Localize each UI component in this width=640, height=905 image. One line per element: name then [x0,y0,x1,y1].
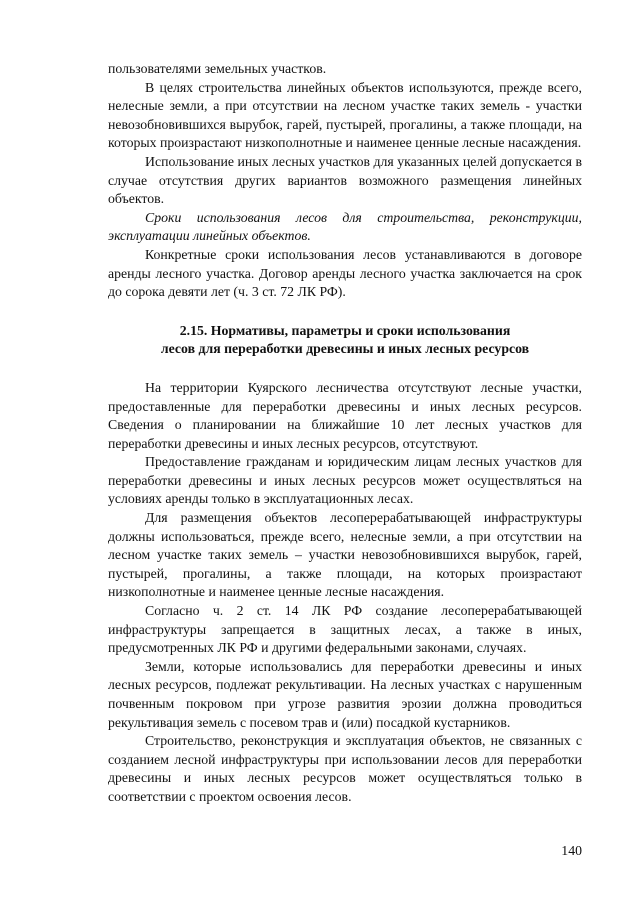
paragraph: Для размещения объектов лесоперерабатывающей инфраструктуры должны использоваться, прежде всего, нелесные земли, а при отсутствии на лесном участке таких земель – участки невозобновившихся вырубок, гарей, пустырей, прогалины, а также площади, на которых произрастают низкополнотные и наименее ценные лесные насаждения. [108,510,582,600]
page-number: 140 [561,843,582,858]
paragraph: Земли, которые использовались для переработки древесины и иных лесных ресурсов, подлежат рекультивации. На лесных участках с нарушенным почвенным покровом при угрозе развития эрозии должна проводиться рекультивация земель с посевом трав и (или) посадкой кустарников. [108,658,582,730]
paragraph: В целях строительства линейных объектов используются, прежде всего, нелесные земли, а при отсутствии на лесном участке таких земель - участки невозобновившихся вырубок, гарей, пустырей, прогалины, а также площади, на которых произрастают низкополнотные и наименее ценные лесные насаждения. [108,79,582,151]
italic-subheading: Сроки использования лесов для строительства, реконструкции, эксплуатации линейных объектов. [108,209,582,244]
paragraph: Строительство, реконструкция и эксплуатация объектов, не связанных с созданием лесной инфраструктуры при использовании лесов для переработки древесины и иных лесных ресурсов может осуществляться только в соответствии с проектом освоения лесов. [108,733,582,804]
paragraph: Конкретные сроки использования лесов устанавливаются в договоре аренды лесного участка. Договор аренды лесного участка заключается на срок до сорока девяти лет (ч. 3 ст. 72 ЛК РФ). [108,246,582,300]
paragraph: На территории Куярского лесничества отсутствуют лесные участки, предоставленные для переработки древесины и иных лесных ресурсов. Сведения о планировании на ближайшие 10 лет лесных участков для переработки древесины и иных лесных ресурсов, отсутствуют. [108,379,582,451]
paragraph: Использование иных лесных участков для указанных целей допускается в случае отсутствия других вариантов возможного размещения линейных объектов. [108,153,582,207]
paragraph: Согласно ч. 2 ст. 14 ЛК РФ создание лесоперерабатывающей инфраструктуры запрещается в защитных лесах, а также в иных, предусмотренных ЛК РФ и другими федеральными законами, случаях. [108,603,582,656]
page-body [108,60,582,807]
section-heading-line-2: лесов для переработки древесины и иных лесных ресурсов [160,341,530,357]
paragraph: пользователями земельных участков. [108,61,327,76]
section-heading [108,322,582,359]
section-heading-line-1: 2.15. Нормативы, параметры и сроки использования [179,322,511,338]
paragraph: Предоставление гражданам и юридическим лицам лесных участков для переработки древесины и иных лесных ресурсов может осуществляться на условиях аренды только в эксплуатационных лесах. [108,454,582,507]
